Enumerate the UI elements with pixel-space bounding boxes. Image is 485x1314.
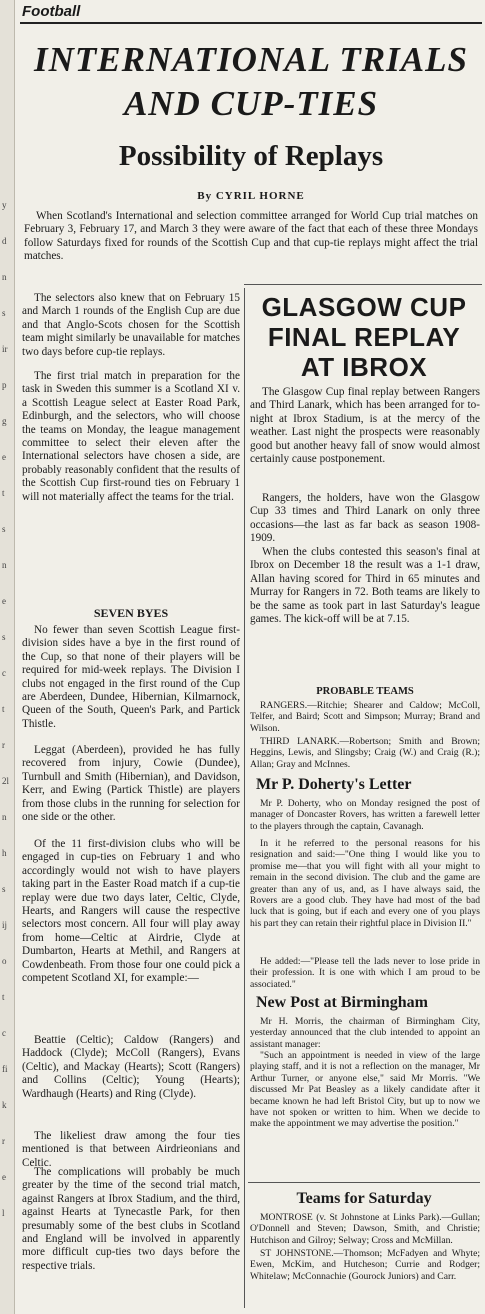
- section-divider: [248, 1182, 480, 1183]
- birmingham-headline: New Post at Birmingham: [256, 994, 428, 1011]
- probable-teams-head: PROBABLE TEAMS: [316, 686, 414, 697]
- doherty-paragraph-3: He added:—"Please tell the lads never to lose pride in their profession. It is one with which I am proud to be associated.": [250, 956, 480, 990]
- margin-fragment: 2l: [2, 776, 10, 786]
- saturday-headline: Teams for Saturday: [296, 1190, 432, 1207]
- margin-fragment: s: [2, 632, 6, 642]
- margin-fragment: t: [2, 488, 5, 498]
- margin-fragment: ir: [2, 344, 8, 354]
- doherty-paragraph-1: Mr P. Doherty, who on Monday resigned the post of manager of Doncaster Rovers, has written a farewell letter to the players through the captain, Cavanagh.: [250, 798, 480, 832]
- glasgow-cup-paragraph-3: When the clubs contested this season's final at Ibrox on December 18 the result was a 1-1 draw, Allan having scored for Third in 65 minutes and Murray for Rangers in 72. Both teams are likely to be the same as took part in last Saturday's league games. The kick-off will be at 7.15.: [250, 546, 480, 626]
- lead-paragraph: When Scotland's International and selection committee arranged for World Cup trial matches on February 3, February 17, and March 3 they were aware of the fact that each of these three Mondays follow Saturdays fixed for rounds of the Scottish Cup and that cup-tie replays might affect the trial matches.: [24, 210, 478, 263]
- left-paragraph-7: The likeliest draw among the four ties mentioned is that between Airdrieonians and Celtic.: [22, 1130, 240, 1169]
- left-paragraph-1: The selectors also knew that on February 15 and March 1 rounds of the English Cup are due and that Anglo-Scots chosen for the Scottish team might similarly be unavailable for matches two days before cup-tie replays.: [22, 292, 240, 358]
- team-rangers: RANGERS.—Ritchie; Shearer and Caldow; McColl, Telfer, and Baird; Scott and Simpson; Murray; Brand and Wilson.: [250, 700, 480, 734]
- margin-fragment: k: [2, 1100, 7, 1110]
- margin-fragment: s: [2, 884, 6, 894]
- margin-fragment: s: [2, 308, 6, 318]
- glasgow-cup-paragraph-2: Rangers, the holders, have won the Glasgow Cup 33 times and Third Lanark on only three occasions—the last as far back as season 1908-1909.: [250, 492, 480, 545]
- margin-fragment: n: [2, 812, 7, 822]
- team-st-johnstone: ST JOHNSTONE.—Thomson; McFadyen and Whyte; Ewen, McKim, and Hutcheson; Currie and Rodger; Whitelaw; McConnachie (Gourock Juniors) and Carr.: [250, 1248, 480, 1282]
- glasgow-cup-line-2: FINAL REPLAY: [267, 322, 461, 352]
- left-paragraph-4: Leggat (Aberdeen), provided he has fully recovered from injury, Cowie (Dundee), Turnbull and Smith (Hibernian), and Davidson, Kerr, and Ewing (Partick Thistle) are players from those clubs in the running for selection for one side or the other.: [22, 744, 240, 824]
- section-label: Football: [22, 3, 81, 20]
- margin-fragment: e: [2, 596, 6, 606]
- doherty-headline: Mr P. Doherty's Letter: [256, 776, 412, 793]
- margin-fragment: n: [2, 272, 7, 282]
- birmingham-paragraph-1: Mr H. Morris, the chairman of Birmingham City, yesterday announced that the club intended to appoint an assistant manager:: [250, 1016, 480, 1050]
- headline-line-2: AND CUP-TIES: [123, 84, 379, 123]
- box-rule: [244, 284, 482, 285]
- byline: By CYRIL HORNE: [197, 190, 305, 202]
- margin-fragment: ij: [2, 920, 8, 930]
- glasgow-cup-headline: [248, 292, 480, 382]
- subheadline: Possibility of Replays: [118, 140, 384, 172]
- margin-fragment: t: [2, 992, 5, 1002]
- margin-fragment: t: [2, 704, 5, 714]
- left-paragraph-5: Of the 11 first-division clubs who will be engaged in cup-ties on February 1 and who accordingly would not wish to have players taking part in the Easter Road match if a cup-tie replay were due two days later, Celtic, Clyde, Hearts, and Rangers will cause the respective selectors most concern. All four will play away from home—Celtic at Airdrie, Clyde at Dumbarton, Hearts at Methil, and Rangers at Cowdenbeath. From those four one could pick a competent Scotland XI, for example:—: [22, 838, 240, 985]
- margin-fragment: c: [2, 668, 6, 678]
- margin-fragment: r: [2, 740, 5, 750]
- glasgow-cup-line-3: AT IBROX: [300, 352, 428, 382]
- margin-fragment: p: [2, 380, 7, 390]
- doherty-paragraph-2: In it he referred to the personal reasons for his resignation and said:—"One thing I would like you to promise me—that you will fight with all your might to remain in the second division. The club and the game are greater than any of us, and, as I have always said, the Rovers are a good club. They have had most of the bad luck that is going, but if each and every one of you plays his part they can retain their rightful place in Division II.": [250, 838, 480, 929]
- adjacent-column-strip: [0, 0, 15, 1314]
- seven-byes-head: SEVEN BYES: [93, 606, 169, 620]
- left-paragraph-2: The first trial match in preparation for the task in Sweden this summer is a Scotland XI v. a Scottish League select at Easter Road Park, Edinburgh, and the selectors, who will choose the teams on Monday, the league management committee to select their eleven after the International selectors have chosen a side, are probably reasonably confident that the results of the Scottish Cup first-round ties on February 1 will not materially affect the teams for the trial.: [22, 370, 240, 503]
- team-montrose: MONTROSE (v. St Johnstone at Links Park).—Gullan; O'Donnell and Steven; Dawson, Smith, and Christie; Hutchison and Gilroy; Selway; Cross and McMillan.: [250, 1212, 480, 1246]
- margin-fragment: h: [2, 848, 7, 858]
- left-paragraph-6: Beattie (Celtic); Caldow (Rangers) and Haddock (Clyde); McColl (Rangers), Evans (Celtic), and Mackay (Hearts); Scott (Rangers) and Collins (Celtic); Young (Hearts); Wardhaugh (Hearts) and Ring (Clyde).: [22, 1034, 240, 1100]
- margin-fragment: d: [2, 236, 7, 246]
- glasgow-cup-paragraph-1: The Glasgow Cup final replay between Rangers and Third Lanark, which has been arranged for to-night at Ibrox Stadium, is at the mercy of the weather. Last night the prospects were reasonably good but another heavy fall of snow would almost certainly cause postponement.: [250, 386, 480, 466]
- margin-fragment: c: [2, 1028, 6, 1038]
- margin-fragment: e: [2, 1172, 6, 1182]
- margin-fragment: l: [2, 1208, 5, 1218]
- margin-fragment: n: [2, 560, 7, 570]
- margin-fragment: e: [2, 452, 6, 462]
- top-rule: [20, 22, 482, 24]
- margin-fragment: y: [2, 200, 7, 210]
- birmingham-paragraph-2: "Such an appointment is needed in view of the large playing staff, and it is not a reflection on the manager, Mr Arthur Turner, or anyone else," said Mr Morris. "We discussed Mr Pat Beasley as a likely candidate after it became known he had left Bristol City, but up to now we have not spoken or written to him. When we decide to make the appointment we may advertise the position.": [250, 1050, 480, 1130]
- left-paragraph-8: The complications will probably be much greater by the time of the second trial match, against Rangers at Ibrox Stadium, and the third, against Hearts at Tynecastle Park, for then presumably some of the best clubs in Scotland and England will be involved in apparently more difficult cup-ties two days before the respective trials.: [22, 1166, 240, 1272]
- margin-fragment: fi: [2, 1064, 8, 1074]
- margin-fragment: s: [2, 524, 6, 534]
- margin-fragment: r: [2, 1136, 5, 1146]
- headline-line-1: INTERNATIONAL TRIALS: [34, 40, 468, 79]
- team-third-lanark: THIRD LANARK.—Robertson; Smith and Brown; Heggins, Lewis, and Slingsby; Craig (W.) and Craig (R.); Allan; Gray and McInnes.: [250, 736, 480, 770]
- column-rule: [244, 288, 245, 1308]
- glasgow-cup-line-1: GLASGOW CUP: [261, 292, 467, 322]
- margin-fragment: o: [2, 956, 7, 966]
- left-paragraph-3: No fewer than seven Scottish League first-division sides have a bye in the first round of the Cup, so that none of their players will be required for mid-week replays. The Division I clubs not engaged in the first round of the Cup are Aberdeen, Dundee, Hibernian, Kilmarnock, Queen of the South, Queen's Park, and Partick Thistle.: [22, 624, 240, 730]
- margin-fragment: g: [2, 416, 7, 426]
